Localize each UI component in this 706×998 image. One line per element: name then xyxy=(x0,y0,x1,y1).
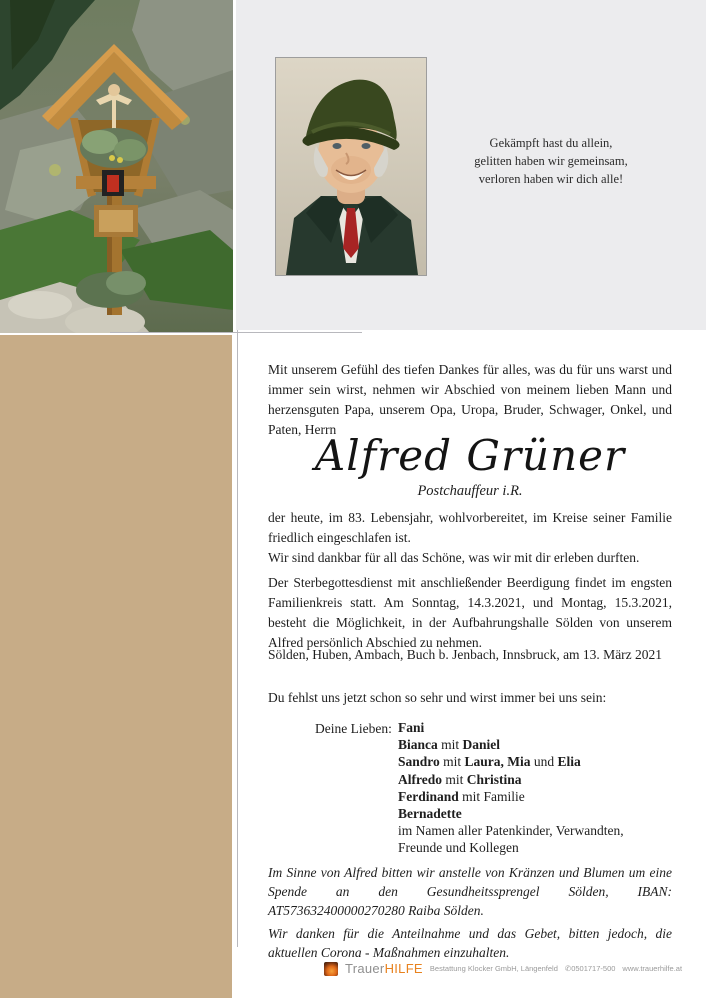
brand-wordmark xyxy=(345,961,423,976)
website-url: www.trauerhilfe.at xyxy=(622,964,683,973)
brand-gray: Trauer xyxy=(344,961,385,976)
mourners-label: Deine Lieben: xyxy=(315,721,392,736)
funeral-home-footer xyxy=(300,961,706,976)
missing-line: Du fehlst uns jetzt schon so sehr und wirst immer bei uns sein: xyxy=(268,690,607,705)
mourner-row: im Namen aller Patenkinder, Verwandten, xyxy=(398,823,624,839)
deceased-profession: Postchauffeur i.R. xyxy=(417,483,523,499)
crucifix-photo-art xyxy=(0,0,233,333)
corona-paragraph: Wir danken für die Anteilnahme und das Gebet, bitten jedoch, die aktuellen Corona - Maßnahmen einzuhalten. xyxy=(268,926,672,960)
phone-value: 0501717-500 xyxy=(571,964,616,973)
company-name: Bestattung Klocker GmbH, Längenfeld xyxy=(429,964,558,973)
mourner-row: Sandro mit Laura, Mia und Elia xyxy=(398,754,581,770)
mourner-row: Fani xyxy=(398,720,425,735)
mourner-row: Ferdinand mit Familie xyxy=(398,788,525,804)
mourner-row: Freunde und Kollegen xyxy=(398,840,519,856)
quote-line: verloren haben wir dich alle! xyxy=(478,172,624,186)
quote-line: Gekämpft hast du allein, xyxy=(489,136,613,150)
thanks-line: Wir sind dankbar für all das Schöne, was wir mit dir erleben durften. xyxy=(268,550,640,565)
mourner-row: Bernadette xyxy=(398,806,462,822)
portrait-photo-art xyxy=(276,58,426,275)
portrait-photo xyxy=(275,57,427,276)
mourners-list xyxy=(398,719,624,857)
quote-line: gelitten haben wir gemeinsam, xyxy=(474,154,628,168)
side-band xyxy=(0,335,232,998)
memorial-quote xyxy=(426,134,676,188)
phone-number xyxy=(565,964,616,973)
service-paragraph: Der Sterbegottesdienst mit anschließender Beerdigung findet im engsten Familienkreis statt. Am Sonntag, 14.3.2021, und Montag, 15.3.2021, besteht die Möglichkeit, in der Aufbahrungshalle Sölden von unserem Alfred persönlich Abschied zu nehmen. xyxy=(268,575,672,650)
places-date-line: Sölden, Huben, Ambach, Buch b. Jenbach, Innsbruck, am 13. März 2021 xyxy=(268,647,663,662)
crucifix-photo xyxy=(0,0,233,333)
intro-paragraph: Mit unserem Gefühl des tiefen Dankes für alles, was du für uns warst und immer sein wirst, nehmen wir Abschied von meinem lieben Mann und herzensguten Papa, unserem Opa, Uropa, Bruder, Schwager, Onkel, und Paten, Herrn xyxy=(268,362,672,437)
passing-paragraph: der heute, im 83. Lebensjahr, wohlvorbereitet, im Kreise seiner Familie friedlich eingeschlafen ist. xyxy=(268,510,672,545)
flame-icon xyxy=(324,962,338,976)
mourner-row: Bianca mit Daniel xyxy=(398,737,501,753)
brand-orange: HILFE xyxy=(384,961,423,976)
phone-icon: ✆ xyxy=(564,964,572,973)
card-border-top xyxy=(110,332,362,333)
quote-panel xyxy=(236,0,706,330)
donation-paragraph: Im Sinne von Alfred bitten wir anstelle von Kränzen und Blumen um eine Spende an den Gesundheitssprengel Sölden, IBAN: AT573632400000270280 Raiba Sölden. xyxy=(268,865,672,918)
deceased-name: Alfred Grüner xyxy=(314,431,626,480)
mourner-row: Alfredo mit Christina xyxy=(398,771,522,787)
